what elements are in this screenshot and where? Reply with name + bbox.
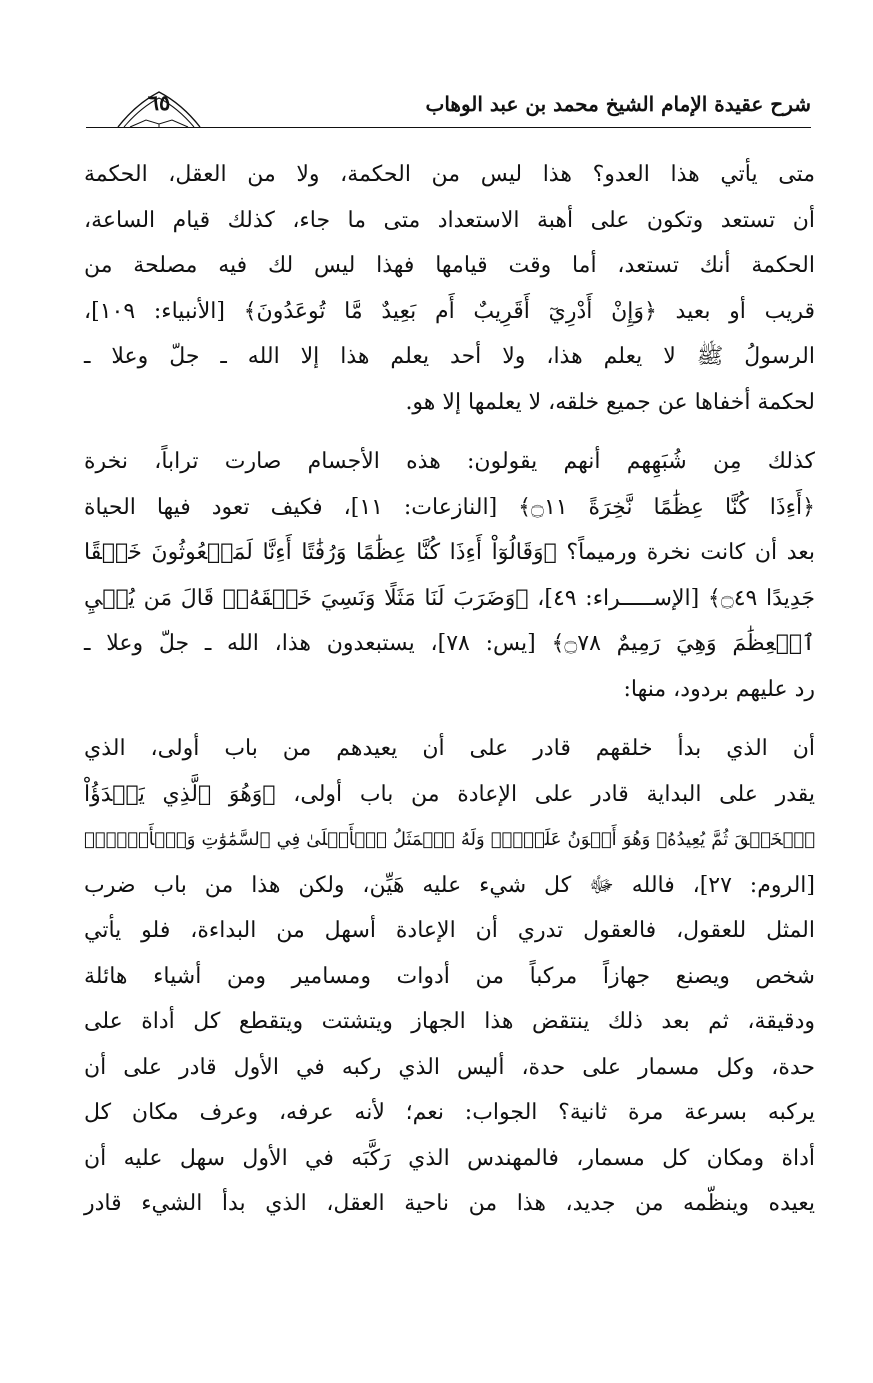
page-body — [84, 152, 815, 1227]
page-number: ٦٥ — [147, 90, 171, 115]
text-line: قريب أو بعيد ﴿وَإِنْ أَدْرِيٓ أَقَرِيبٌ أَم بَعِيدٌ مَّا تُوعَدُونَ﴾ [الأنبياء: ١٠٩]، — [84, 298, 815, 324]
text-line: متى يأتي هذا العدو؟ هذا ليس من الحكمة، ولا من العقل، الحكمة — [84, 162, 815, 187]
text-line: ودقيقة، ثم بعد ذلك ينتقض هذا الجهاز ويتشتت ويتقطع كل أداة على — [84, 1009, 815, 1034]
text-line: الرسولُ ﷺ لا يعلم هذا، ولا أحد يعلم هذا إلا الله ـ جلّ وعلا ـ — [84, 344, 815, 369]
page-header — [86, 84, 811, 128]
paragraph-2 — [84, 439, 815, 712]
text-line: رد عليهم بردود، منها: — [623, 676, 815, 702]
text-line: يعيده وينظّمه من جديد، هذا من ناحية العقل، الذي بدأ الشيء قادر — [84, 1191, 815, 1216]
text-line: يقدر على البداية قادر على الإعادة من باب أولى، ﴿وَهُوَ ٱلَّذِي يَبۡدَؤُاْ — [84, 781, 815, 807]
paragraph-3 — [84, 726, 815, 1227]
text-line: بعد أن كانت نخرة ورميماً؟ ﴿وَقَالُوٓاْ أَءِذَا كُنَّا عِظَٰمًا وَرُفَٰتًا أَءِنَّا لَمَبۡعُوثُونَ خَلۡقًا — [84, 540, 815, 565]
text-line: ٱلۡعِظَٰمَ وَهِيَ رَمِيمٌ ۝٧٨﴾ [يس: ٧٨]، يستبعدون هذا، الله ـ جلّ وعلا ـ — [84, 631, 816, 656]
page-number-ornament — [116, 84, 202, 128]
text-line: الحكمة أنك تستعد، أما وقت قيامها فهذا ليس لك فيه مصلحة من — [84, 253, 815, 278]
text-line: جَدِيدًا ۝٤٩﴾ [الإســـــراء: ٤٩]، ﴿وَضَرَبَ لَنَا مَثَلًا وَنَسِيَ خَلۡقَهُۥۖ قَالَ مَن يُحۡيِ — [84, 585, 815, 611]
text-line: حدة، وكل مسمار على حدة، أليس الذي ركبه في الأول قادر على أن — [84, 1054, 815, 1080]
text-line: ﴿أَءِذَا كُنَّا عِظَٰمًا نَّخِرَةً ۝١١﴾ [النازعات: ١١]، فكيف تعود فيها الحياة — [84, 494, 815, 520]
text-line: كذلك مِن شُبَهِهم أنهم يقولون: هذه الأجسام صارت تراباً، نخرة — [84, 449, 815, 474]
paragraph-1 — [84, 152, 815, 425]
text-line: أن تستعد وتكون على أهبة الاستعداد متى ما جاء، كذلك قيام الساعة، — [84, 207, 815, 233]
text-line: أن الذي بدأ خلقهم قادر على أن يعيدهم من باب أولى، الذي — [84, 736, 815, 761]
running-title: شرح عقيدة الإمام الشيخ محمد بن عبد الوهاب — [425, 92, 811, 116]
text-line: لحكمة أخفاها عن جميع خلقه، لا يعلمها إلا هو. — [405, 389, 815, 415]
text-line: أداة ومكان كل مسمار، فالمهندس الذي رَكَّبَه في الأول سهل عليه أن — [84, 1145, 815, 1171]
text-line: ٱلۡخَلۡقَ ثُمَّ يُعِيدُهُۥ وَهُوَ أَهۡوَنُ عَلَيۡهِۚ وَلَهُ ٱلۡمَثَلُ ٱلۡأَعۡلَىٰ فِي ٱلسَّمَٰوَٰتِ وَٱلۡأَرۡضِۚ﴾ — [84, 829, 815, 850]
text-line: يركبه بسرعة مرة ثانية؟ الجواب: نعم؛ لأنه عرفه، وعرف مكان كل — [84, 1100, 815, 1125]
header-rule — [86, 127, 811, 128]
text-line: [الروم: ٢٧]، فالله ﷻ كل شيء عليه هَيِّن، ولكن هذا من باب ضرب — [84, 872, 815, 898]
text-line: شخص ويصنع جهازاً مركباً من أدوات ومسامير ومن أشياء هائلة — [84, 963, 815, 989]
text-line: المثل للعقول، فالعقول تدري أن الإعادة أسهل من البداءة، فلو يأتي — [84, 918, 815, 943]
